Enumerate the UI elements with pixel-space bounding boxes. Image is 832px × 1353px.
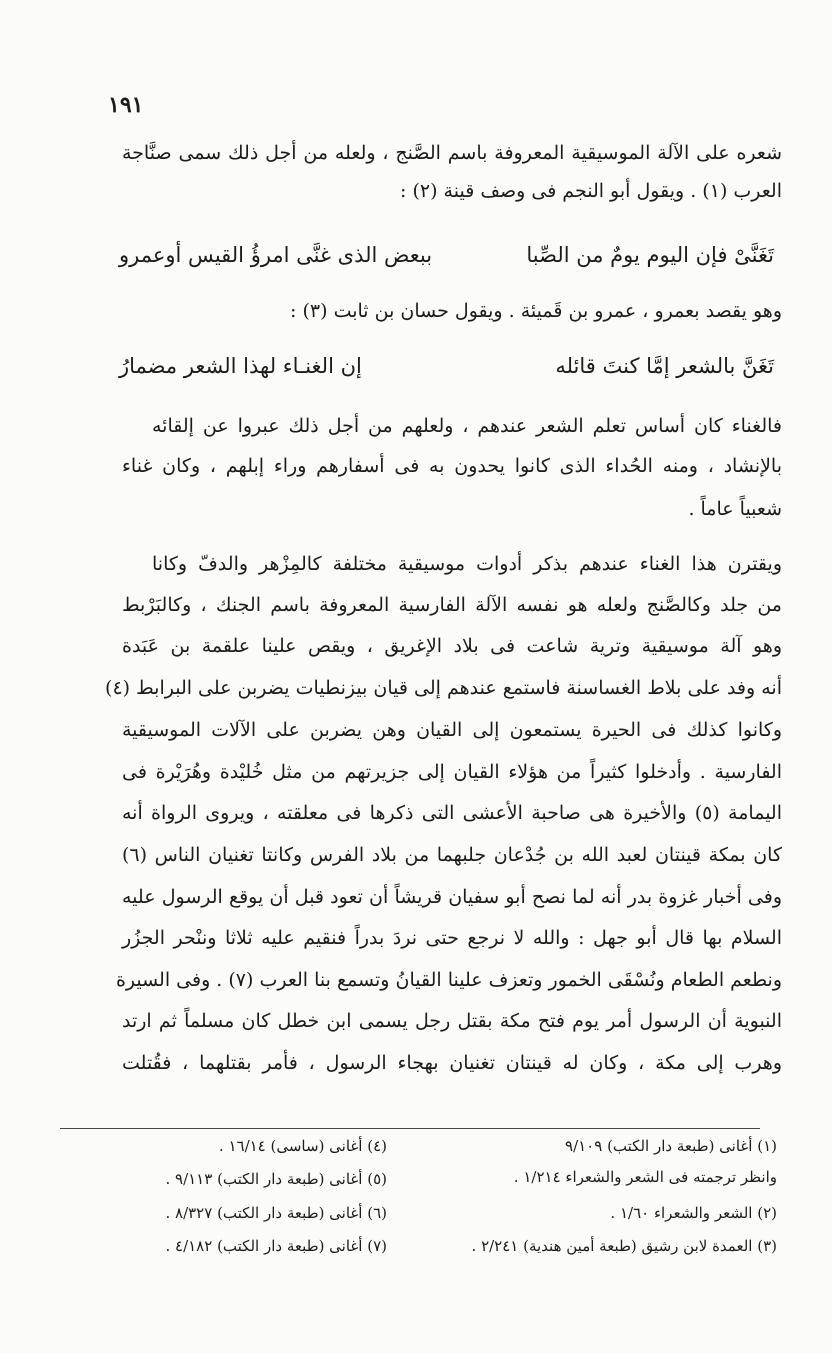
text-line: أنه وفد على بلاط الغساسنة فاستمع عندهم إلى قيان بيزنطيات يضربن على البرابط (٤) — [105, 677, 782, 699]
text-line: ويقترن هذا الغناء عندهم بذكر أدوات موسيقية مختلفة كالمِزْهر والدفّ وكانا — [152, 553, 782, 575]
text-line: النبوية أن الرسول أمر يوم فتح مكة بقتل رجل يسمى ابن خطل كان مسلماً ثم ارتد — [122, 1010, 782, 1032]
verse-hemistich: إن الغنـاء لهذا الشعر مضمارُ — [119, 354, 362, 378]
verse-2 — [119, 348, 774, 384]
footnote: (٥) أغانى (طبعة دار الكتب) ٩/١١٣ . — [165, 1170, 387, 1188]
verse-1 — [119, 237, 774, 273]
text-line: الفارسية . وأدخلوا كثيراً من هؤلاء القيان إلى جزيرتهم من مثل خُليْدة وهُرَيْرة فى — [122, 761, 782, 783]
page-number: ١٩١ — [108, 92, 144, 118]
verse-hemistich: تَغَنَّ بالشعر إمَّا كنتَ قائله — [555, 354, 774, 378]
footnote: (٣) العمدة لابن رشيق (طبعة أمين هندية) ٢/٢٤١ . — [471, 1237, 777, 1255]
text-line: كان بمكة قينتان لعبد الله بن جُدْعان جلبهما من بلاد الفرس وكانتا تغنيان الناس (٦) — [122, 844, 782, 866]
text-line: شعبياً عاماً . — [688, 498, 782, 520]
text-line: شعره على الآلة الموسيقية المعروفة باسم الصَّنج ، ولعله من أجل ذلك سمى صنَّاجة — [122, 142, 782, 164]
text-line: من جلد وكالصَّنج ولعله هو نفسه الآلة الفارسية المعروفة باسم الجنك ، وكالبَرْبط — [122, 594, 782, 616]
text-line: وكانوا كذلك فى الحيرة يستمعون إلى القيان وهن يضربن على الآلات الموسيقية — [122, 719, 782, 741]
text-line: اليمامة (٥) والأخيرة هى صاحبة الأعشى التى ذكرها فى معلقته ، ويروى الرواة أنه — [122, 802, 782, 824]
footnote: (١) أغانى (طبعة دار الكتب) ٩/١٠٩ — [565, 1137, 777, 1155]
text-line: وهرب إلى مكة ، وكان له قينتان تغنيان بهجاء الرسول ، فأمر بقتلهما ، فقُتلت — [122, 1052, 782, 1074]
text-line: بالإنشاد ، ومنه الحُداء الذى كانوا يحدون به فى أسفارهم وراء إبلهم ، وكان غناء — [122, 455, 782, 477]
footnote: (٢) الشعر والشعراء ١/٦٠ . — [610, 1204, 777, 1222]
text-line: وهو يقصد بعمرو ، عمرو بن قَميئة . ويقول حسان بن ثابت (٣) : — [290, 300, 782, 322]
verse-hemistich: تَغَنَّىْ فإن اليوم يومٌ من الصِّبا — [526, 243, 774, 267]
verse-hemistich: ببعض الذى غنَّى امرؤُ القيس أوعمرو — [119, 243, 433, 267]
text-line: فالغناء كان أساس تعلم الشعر عندهم ، ولعلهم من أجل ذلك عبروا عن إلقائه — [152, 415, 782, 437]
footnote: وانظر ترجمته فى الشعر والشعراء ١/٢١٤ . — [513, 1168, 777, 1186]
text-line: العرب (١) . ويقول أبو النجم فى وصف قينة (٢) : — [400, 180, 782, 202]
footnote: (٤) أغانى (ساسى) ١٦/١٤ . — [218, 1137, 387, 1155]
footnote: (٧) أغانى (طبعة دار الكتب) ٤/١٨٢ . — [165, 1237, 387, 1255]
text-line: وهو آلة موسيقية وترية شاعت فى بلاد الإغريق ، ويقص علينا علقمة بن عَبَدة — [122, 635, 782, 657]
text-line: السلام بها قال أبو جهل : والله لا نرجع حتى نردَ بدراً فنقيم عليه ثلاثا وننْحر الجزُر — [122, 927, 782, 949]
text-line: ونطعم الطعام ونُسْقَى الخمور وتعزف علينا القيانُ وتسمع بنا العرب (٧) . وفى السيرة — [115, 969, 782, 991]
text-line: وفى أخبار غزوة بدر أنه لما نصح أبو سفيان قريشاً أن تعود قبل أن يوقع الرسول عليه — [122, 886, 782, 908]
footnote: (٦) أغانى (طبعة دار الكتب) ٨/٣٢٧ . — [165, 1204, 387, 1222]
footnote-divider — [60, 1128, 760, 1129]
